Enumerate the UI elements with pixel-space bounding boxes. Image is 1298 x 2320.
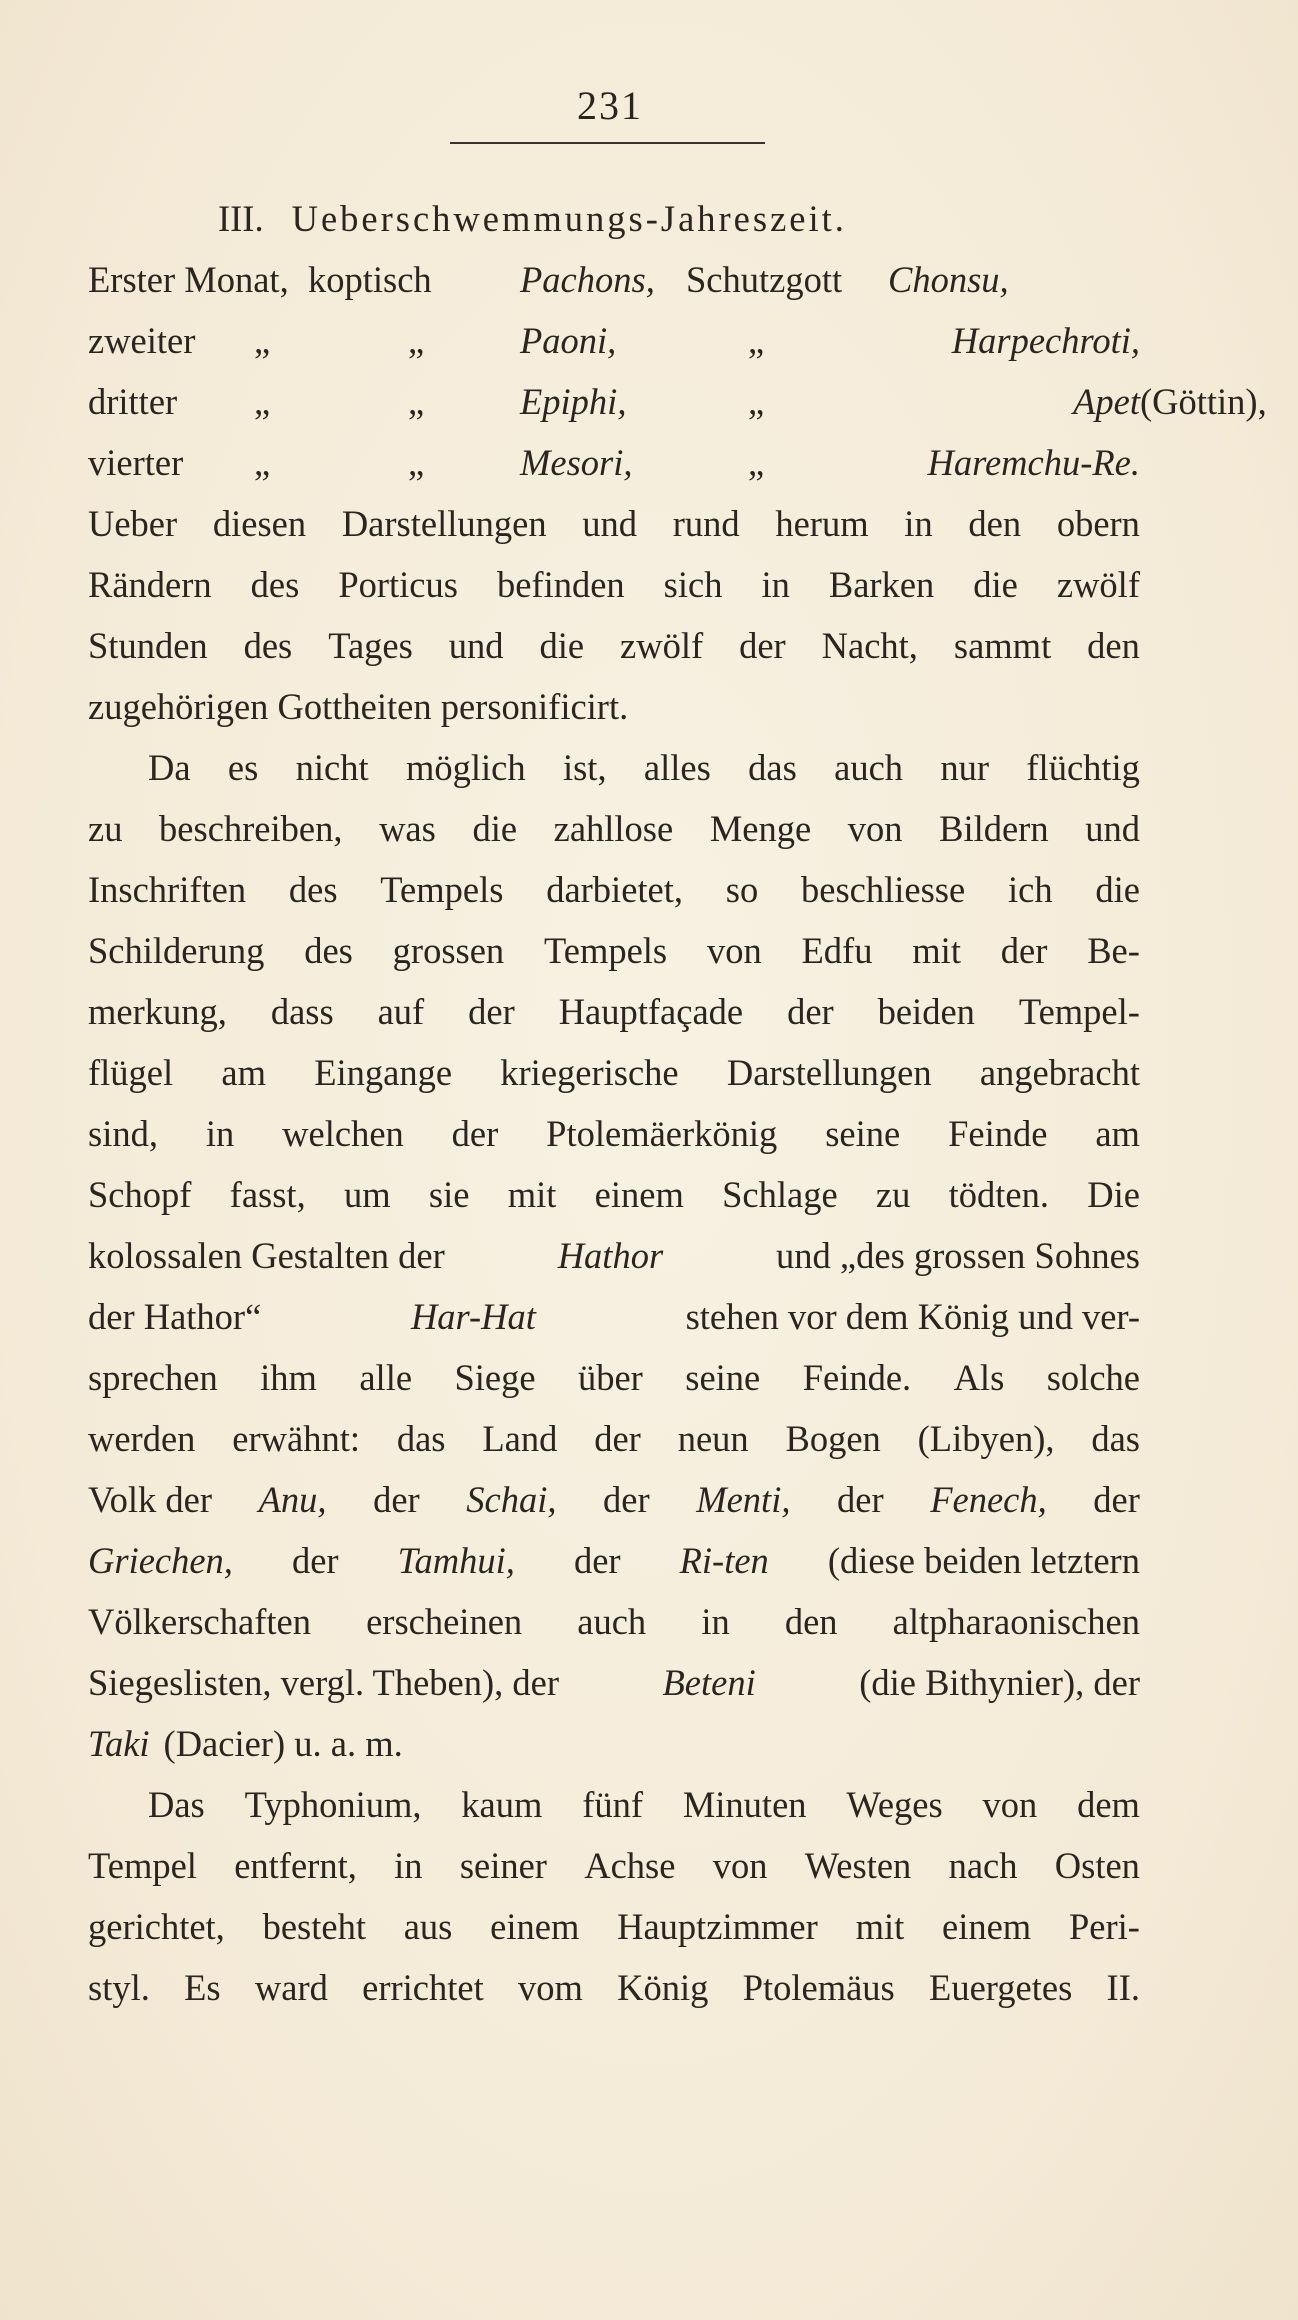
- word: um: [343, 1174, 391, 1215]
- word: sammt: [953, 625, 1052, 666]
- month-name: Mesori,: [520, 442, 633, 483]
- word: Westen: [804, 1845, 912, 1886]
- word: befinden: [496, 564, 625, 605]
- word: Eingange: [314, 1052, 453, 1093]
- word: altpharaonischen: [892, 1601, 1140, 1642]
- word: Darstellungen: [341, 503, 547, 544]
- word: diesen: [212, 503, 307, 544]
- word: Minuten: [682, 1784, 807, 1825]
- word: besteht: [262, 1906, 366, 1947]
- word: einem: [594, 1174, 684, 1215]
- word: des: [304, 930, 353, 971]
- text-line: [88, 981, 1140, 1042]
- word: Menge: [709, 808, 812, 849]
- word: der: [594, 1418, 641, 1459]
- word: so: [725, 869, 759, 910]
- word: alle: [359, 1357, 413, 1398]
- text-line: [88, 615, 1140, 676]
- month-row: [88, 310, 1140, 371]
- word: neun: [677, 1418, 749, 1459]
- word: seine: [825, 1113, 901, 1154]
- word: Ueber: [88, 503, 178, 544]
- word: flüchtig: [1026, 747, 1140, 788]
- word: einem: [942, 1906, 1032, 1947]
- ditto-mark: „: [254, 381, 271, 422]
- word: nicht: [295, 747, 369, 788]
- word: den: [1087, 625, 1140, 666]
- page-number: 231: [577, 83, 643, 128]
- text-line: [88, 1957, 1140, 2018]
- section-title: Ueberschwemmungs-Jahreszeit.: [291, 198, 847, 239]
- word: auch: [577, 1601, 647, 1642]
- word: der: [787, 991, 834, 1032]
- word: in: [904, 503, 933, 544]
- text-line: zugehörigen Gottheiten personificirt.: [88, 686, 629, 727]
- word: in: [701, 1601, 730, 1642]
- word: Inschriften: [88, 869, 247, 910]
- word: ihm: [260, 1357, 317, 1398]
- word: auch: [834, 747, 904, 788]
- word: der: [1000, 930, 1048, 971]
- text-line: [88, 1835, 1140, 1896]
- word: mit: [912, 930, 961, 971]
- word: das: [1091, 1418, 1140, 1459]
- month-ordinal: Erster Monat,: [88, 259, 289, 300]
- month-god: Harpechroti,: [951, 320, 1140, 361]
- word: Nacht,: [821, 625, 918, 666]
- word: kaum: [461, 1784, 543, 1825]
- word: der: [739, 625, 786, 666]
- word: den: [968, 503, 1022, 544]
- text-line: [88, 1591, 1140, 1652]
- word: fasst,: [229, 1174, 306, 1215]
- section-heading: [88, 188, 1140, 249]
- word: Völkerschaften: [88, 1601, 311, 1642]
- word: Tempel-: [1018, 991, 1140, 1032]
- month-ordinal: vierter: [88, 442, 184, 483]
- word: tödten.: [948, 1174, 1049, 1215]
- word: Typhonium,: [244, 1784, 422, 1825]
- word: über: [577, 1357, 643, 1398]
- month-row-first: [88, 249, 1140, 310]
- word: Es: [184, 1967, 221, 2008]
- word: seine: [685, 1357, 761, 1398]
- ditto-mark: „: [254, 442, 271, 483]
- word: Barken: [828, 564, 935, 605]
- word: von: [706, 930, 762, 971]
- word: des: [288, 869, 338, 910]
- text-line: [88, 737, 1140, 798]
- word: von: [982, 1784, 1038, 1825]
- word: nach: [948, 1845, 1018, 1886]
- word: dem: [1077, 1784, 1140, 1825]
- word: Osten: [1054, 1845, 1140, 1886]
- word: Peri-: [1068, 1906, 1140, 1947]
- word: mit: [855, 1906, 905, 1947]
- header-rule: [450, 142, 765, 144]
- word: herum: [775, 503, 869, 544]
- text-line: [88, 1774, 1140, 1835]
- month-god: Apet (Göttin),: [1073, 371, 1140, 432]
- word: ist,: [562, 747, 607, 788]
- text-line: Volk der Anu, der Schai, der Menti, der Fenech, der: [88, 1479, 1140, 1520]
- word: was: [379, 808, 436, 849]
- month-ordinal: dritter: [88, 381, 178, 422]
- word: zu: [875, 1174, 911, 1215]
- word: Bildern: [939, 808, 1049, 849]
- word: sind,: [88, 1113, 158, 1154]
- word: Siege: [454, 1357, 536, 1398]
- text-line: [88, 1896, 1140, 1957]
- text-line: [88, 1408, 1140, 1469]
- word: Stunden: [88, 625, 208, 666]
- word: Als: [953, 1357, 1005, 1398]
- text-line: Siegeslisten, vergl. Theben), der Beteni (die Bithynier), der: [88, 1662, 1140, 1703]
- word: zu: [88, 808, 123, 849]
- word: sprechen: [88, 1357, 218, 1398]
- text-line: [88, 1164, 1140, 1225]
- word: zahllose: [553, 808, 674, 849]
- word: des: [250, 564, 300, 605]
- koptisch-label: koptisch: [308, 259, 432, 300]
- word: sie: [428, 1174, 470, 1215]
- text-line: Griechen, der Tamhui, der Ri-ten (diese beiden letztern: [88, 1540, 1140, 1581]
- text-line: [88, 920, 1140, 981]
- word: Feinde: [948, 1113, 1048, 1154]
- word: seiner: [459, 1845, 547, 1886]
- text-line: [88, 1347, 1140, 1408]
- ditto-mark: „: [408, 442, 425, 483]
- word: werden: [88, 1418, 196, 1459]
- word: entfernt,: [234, 1845, 357, 1886]
- word: der: [451, 1113, 499, 1154]
- word: II.: [1106, 1967, 1140, 2008]
- word: Bogen: [785, 1418, 881, 1459]
- text-line: Taki (Dacier) u. a. m.: [88, 1723, 403, 1764]
- word: es: [227, 747, 259, 788]
- text-line: [88, 798, 1140, 859]
- word: ward: [254, 1967, 328, 2008]
- word: die: [973, 564, 1018, 605]
- word: merkung,: [88, 991, 227, 1032]
- word: grossen: [392, 930, 505, 971]
- month-ordinal: zweiter: [88, 320, 196, 361]
- word: errichtet: [362, 1967, 484, 2008]
- month-name: Epiphi,: [520, 381, 627, 422]
- text-line: [88, 493, 1140, 554]
- word: die: [1095, 869, 1140, 910]
- word: solche: [1046, 1357, 1140, 1398]
- word: Das: [148, 1784, 205, 1825]
- month-row: [88, 371, 1267, 432]
- month-god: Chonsu,: [888, 259, 1009, 300]
- word: der: [468, 991, 515, 1032]
- word: mit: [507, 1174, 557, 1215]
- word: Hauptfaçade: [558, 991, 744, 1032]
- word: das: [748, 747, 797, 788]
- word: von: [712, 1845, 768, 1886]
- word: beschliesse: [801, 869, 966, 910]
- text-line: [88, 1042, 1140, 1103]
- word: sich: [663, 564, 723, 605]
- word: nur: [940, 747, 990, 788]
- word: aus: [403, 1906, 453, 1947]
- word: Tempel: [88, 1845, 197, 1886]
- ditto-mark: „: [748, 381, 765, 422]
- month-name: Pachons,: [520, 259, 655, 300]
- word: erwähnt:: [232, 1418, 360, 1459]
- word: fünf: [582, 1784, 644, 1825]
- word: Porticus: [338, 564, 458, 605]
- month-row: [88, 432, 1140, 493]
- ditto-mark: „: [748, 320, 765, 361]
- word: Euergetes: [929, 1967, 1073, 2008]
- word: styl.: [88, 1967, 150, 2008]
- text-line: der Hathor“ Har-Hat stehen vor dem König und ver-: [88, 1296, 1140, 1337]
- word: angebracht: [979, 1052, 1140, 1093]
- word: Ptolemäerkönig: [546, 1113, 778, 1154]
- word: Schopf: [88, 1174, 192, 1215]
- word: und: [1085, 808, 1140, 849]
- word: Schlage: [722, 1174, 838, 1215]
- month-god: Haremchu-Re.: [927, 442, 1140, 483]
- word: am: [1095, 1113, 1140, 1154]
- word: am: [221, 1052, 266, 1093]
- word: rund: [672, 503, 740, 544]
- word: Tempels: [380, 869, 504, 910]
- text-line: kolossalen Gestalten der Hathor und „des grossen Sohnes: [88, 1235, 1140, 1276]
- word: Be-: [1087, 930, 1140, 971]
- word: in: [761, 564, 790, 605]
- word: Hauptzimmer: [617, 1906, 818, 1947]
- word: Darstellungen: [726, 1052, 932, 1093]
- word: obern: [1056, 503, 1140, 544]
- word: kriegerische: [500, 1052, 679, 1093]
- ditto-mark: „: [408, 320, 425, 361]
- ditto-mark: „: [748, 442, 765, 483]
- word: Land: [482, 1418, 558, 1459]
- word: und: [448, 625, 504, 666]
- word: Die: [1087, 1174, 1140, 1215]
- word: zwölf: [620, 625, 704, 666]
- section-numeral: III.: [218, 198, 264, 239]
- word: und: [582, 503, 638, 544]
- month-name: Paoni,: [520, 320, 617, 361]
- god-note: (Göttin),: [1140, 381, 1267, 422]
- word: von: [847, 808, 903, 849]
- word: Schilderung: [88, 930, 265, 971]
- word: vom: [518, 1967, 583, 2008]
- word: beiden: [877, 991, 975, 1032]
- word: darbietet,: [546, 869, 684, 910]
- word: die: [472, 808, 518, 849]
- text-line: [88, 1103, 1140, 1164]
- word: Ptolemäus: [742, 1967, 895, 2008]
- ditto-mark: „: [254, 320, 271, 361]
- word: Edfu: [801, 930, 873, 971]
- word: des: [243, 625, 293, 666]
- word: (Libyen),: [917, 1418, 1055, 1459]
- word: gerichtet,: [88, 1906, 225, 1947]
- word: beschreiben,: [159, 808, 343, 849]
- word: dass: [270, 991, 334, 1032]
- word: flügel: [88, 1052, 174, 1093]
- body-text: [88, 188, 1267, 2018]
- text-line: [88, 554, 1140, 615]
- word: möglich: [405, 747, 526, 788]
- word: Da: [148, 747, 191, 788]
- word: Feinde.: [802, 1357, 912, 1398]
- ditto-mark: „: [408, 381, 425, 422]
- word: welchen: [282, 1113, 404, 1154]
- word: Weges: [846, 1784, 943, 1825]
- word: Tages: [328, 625, 413, 666]
- word: das: [396, 1418, 446, 1459]
- word: alles: [643, 747, 711, 788]
- word: erscheinen: [366, 1601, 523, 1642]
- word: die: [539, 625, 585, 666]
- word: in: [394, 1845, 423, 1886]
- word: Achse: [584, 1845, 676, 1886]
- word: einem: [490, 1906, 580, 1947]
- text-line: [88, 859, 1140, 920]
- word: Rändern: [88, 564, 212, 605]
- word: ich: [1007, 869, 1053, 910]
- schutzgott-label: Schutzgott: [686, 259, 843, 300]
- word: König: [617, 1967, 709, 2008]
- word: zwölf: [1056, 564, 1140, 605]
- word: auf: [377, 991, 425, 1032]
- word: in: [205, 1113, 235, 1154]
- word: den: [784, 1601, 838, 1642]
- word: Tempels: [544, 930, 668, 971]
